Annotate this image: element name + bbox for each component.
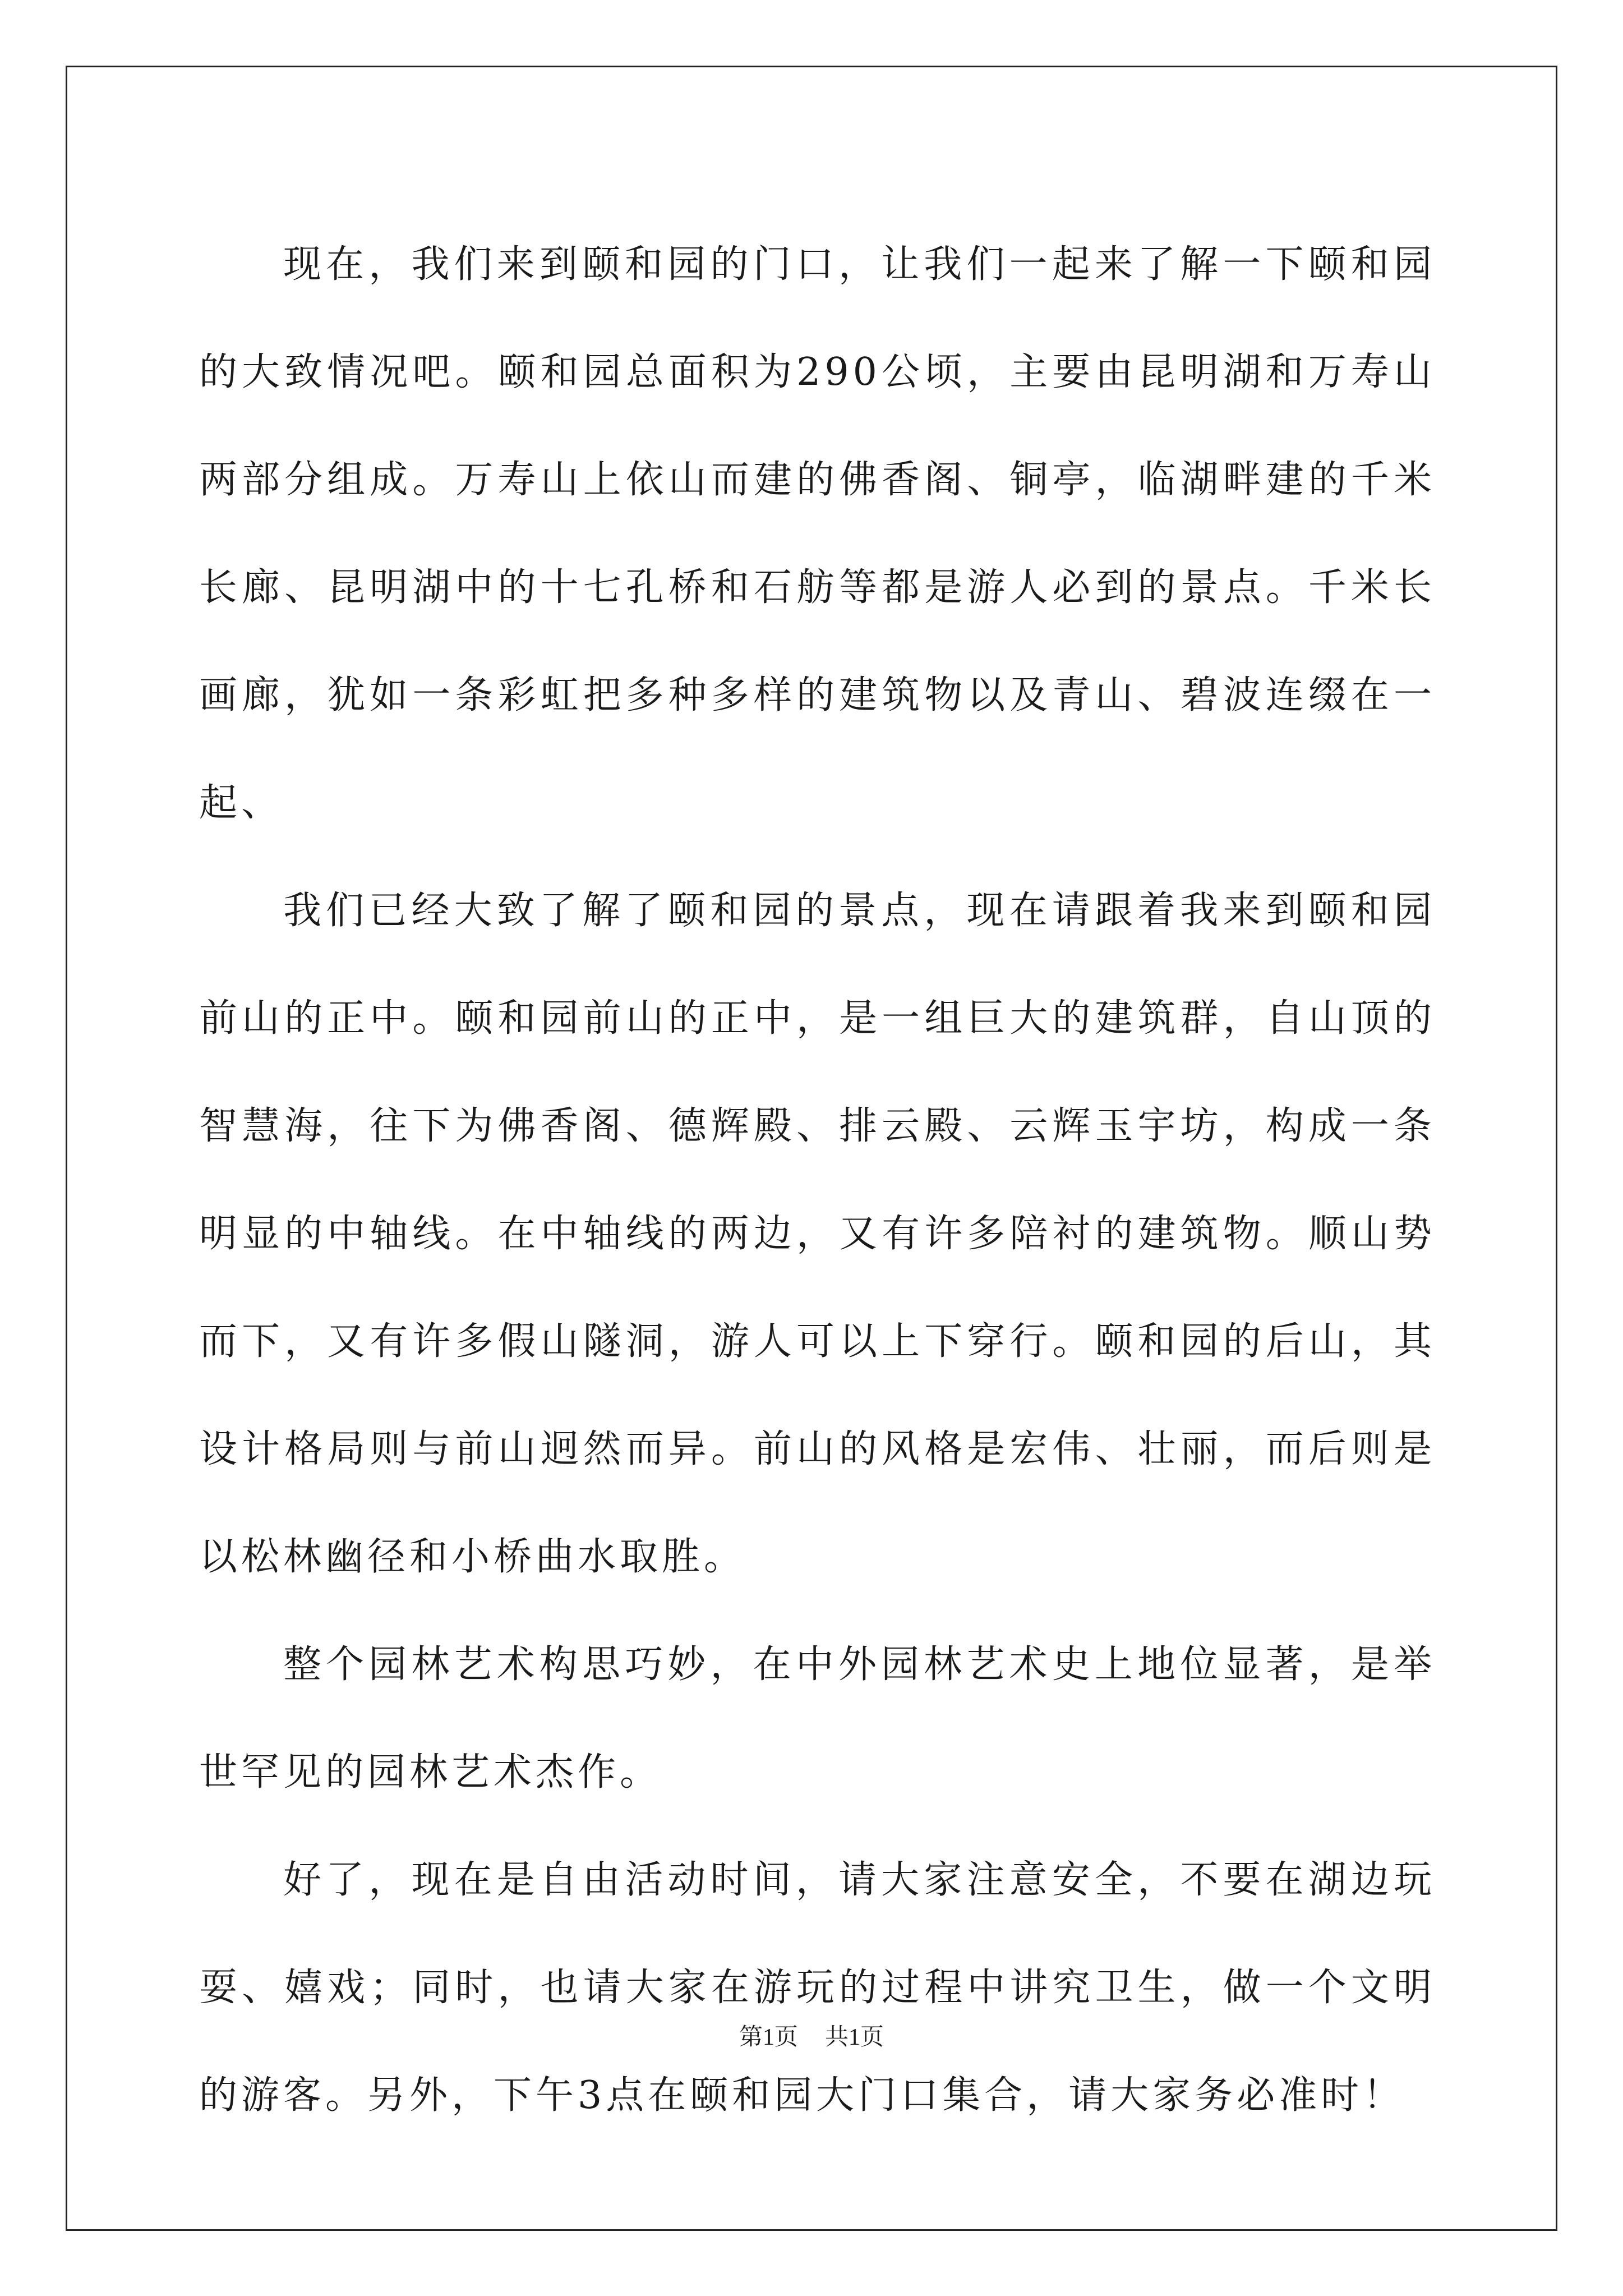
- paragraph-front-hill: 我们已经大致了解了颐和园的景点，现在请跟着我来到颐和园前山的正中。颐和园前山的正中，是一组巨大的建筑群，自山顶的智慧海，往下为佛香阁、德辉殿、排云殿、云辉玉宇坊，构成一条明显的中轴线。在中轴线的两边，又有许多陪衬的建筑物。顺山势而下，又有许多假山隧洞，游人可以上下穿行。颐和园的后山，其设计格局则与前山迥然而异。前山的风格是宏伟、壮丽，而后则是以松林幽径和小桥曲水取胜。: [199, 889, 1436, 1579]
- page-footer: [0, 2018, 1623, 2052]
- paragraph-intro: 现在，我们来到颐和园的门口，让我们一起来了解一下颐和园的大致情况吧。颐和园总面积为290公顷，主要由昆明湖和万寿山两部分组成。万寿山上依山而建的佛香阁、铜亭，临湖畔建的千米长廊、昆明湖中的十七孔桥和石舫等都是游人必到的景点。千米长画廊，犹如一条彩虹把多种多样的建筑物以及青山、碧波连缀在一起、: [199, 242, 1436, 825]
- paragraph-garden-art: 整个园林艺术构思巧妙，在中外园林艺术史上地位显著，是举世罕见的园林艺术杰作。: [199, 1642, 1436, 1795]
- page-number: 第1页: [739, 2024, 798, 2050]
- document-body: [199, 211, 1436, 2150]
- page-total: 共1页: [825, 2024, 884, 2050]
- paragraph-free-time: 好了，现在是自由活动时间，请大家注意安全，不要在湖边玩耍、嬉戏；同时，也请大家在游玩的过程中讲究卫生，做一个文明的游客。另外，下午3点在颐和园大门口集合，请大家务必准时！: [199, 1858, 1436, 2118]
